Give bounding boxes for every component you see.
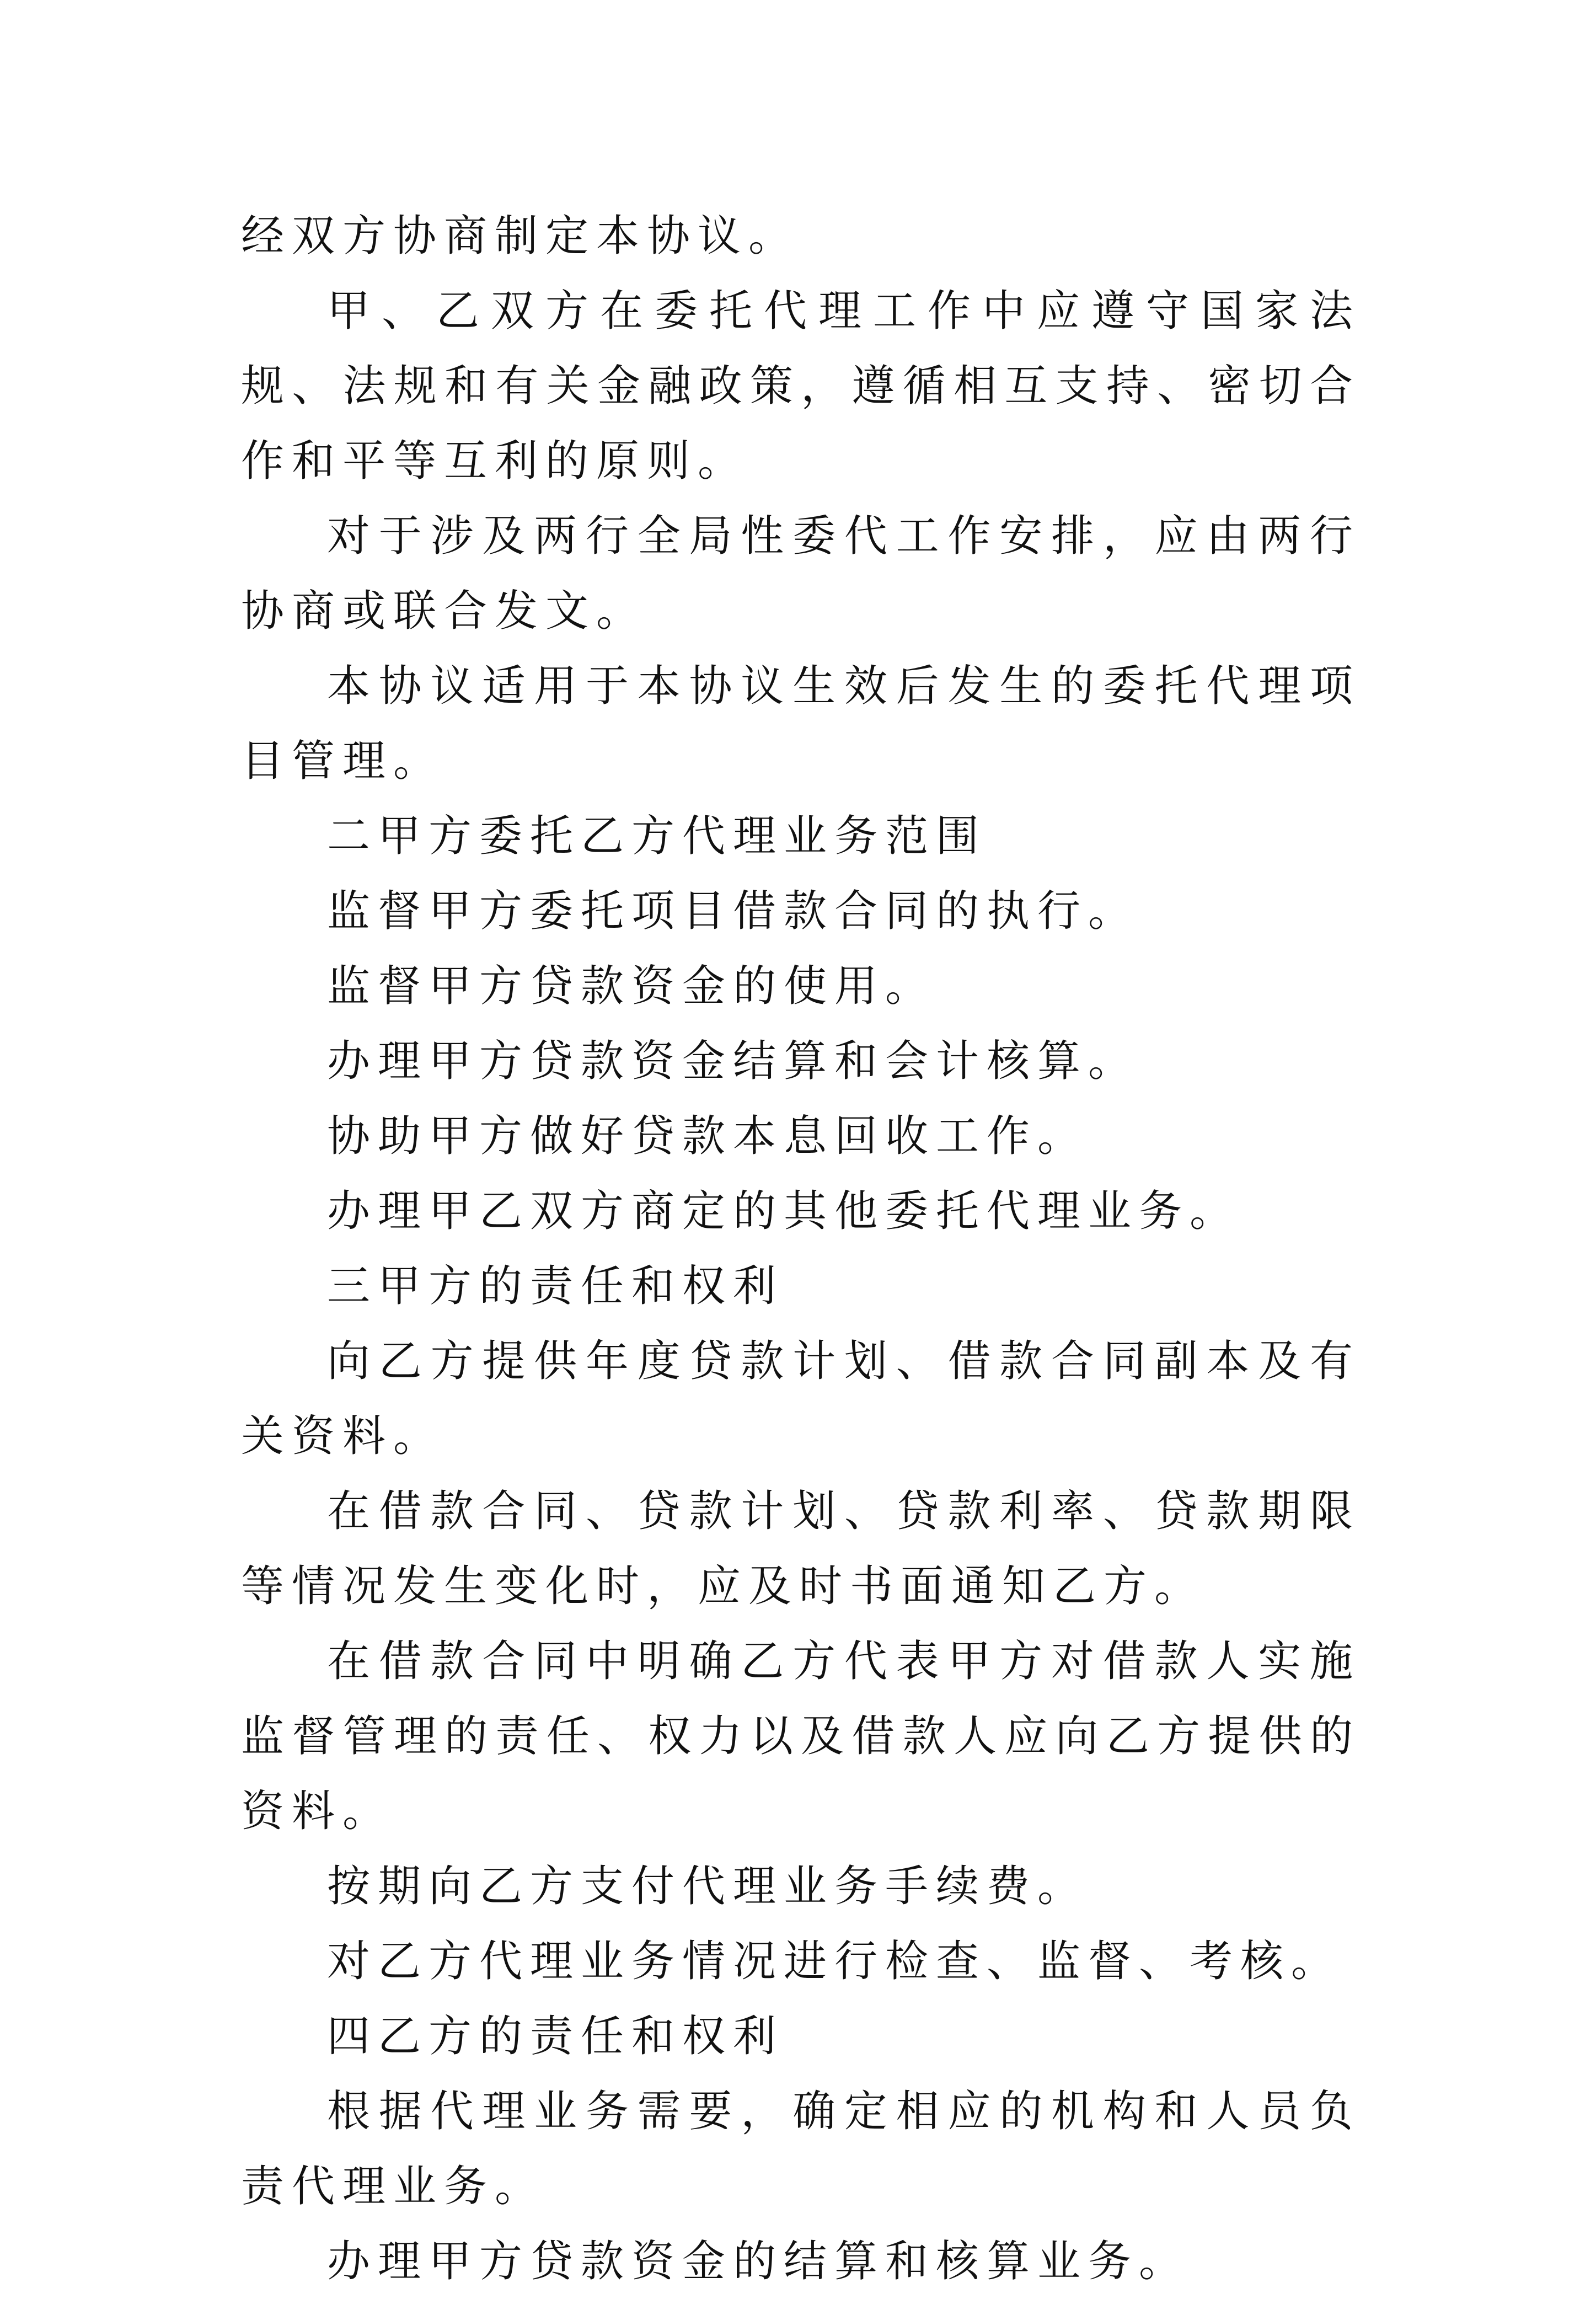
party-b-item-staffing: 根据代理业务需要，确定相应的机构和人员负责代理业务。 bbox=[241, 2087, 1361, 2211]
scope-item-settlement-accounting: 办理甲方贷款资金结算和会计核算。 bbox=[327, 1036, 1139, 1086]
scope-item-contract-supervision: 监督甲方委托项目借款合同的执行。 bbox=[327, 886, 1139, 936]
party-a-item-provide-plans: 向乙方提供年度贷款计划、借款合同副本及有关资料。 bbox=[241, 1336, 1361, 1461]
section-heading-party-b: 四乙方的责任和权利 bbox=[327, 2012, 784, 2061]
scope-item-other-business: 办理甲乙双方商定的其他委托代理业务。 bbox=[327, 1186, 1241, 1236]
party-a-item-define-responsibility: 在借款合同中明确乙方代表甲方对借款人实施监督管理的责任、权力以及借款人应向乙方提供的资料。 bbox=[241, 1637, 1361, 1836]
section-heading-scope: 二甲方委托乙方代理业务范围 bbox=[327, 811, 987, 861]
scope-item-loan-recovery: 协助甲方做好贷款本息回收工作。 bbox=[327, 1111, 1089, 1161]
scope-item-fund-supervision: 监督甲方贷款资金的使用。 bbox=[327, 961, 936, 1011]
paragraph-principles: 甲、乙双方在委托代理工作中应遵守国家法规、法规和有关金融政策，遵循相互支持、密切合作和平等互利的原则。 bbox=[241, 286, 1361, 486]
document-body bbox=[241, 199, 1361, 2299]
paragraph-joint-documents: 对于涉及两行全局性委代工作安排，应由两行协商或联合发文。 bbox=[241, 511, 1361, 636]
party-a-item-inspection: 对乙方代理业务情况进行检查、监督、考核。 bbox=[327, 1937, 1342, 1986]
section-heading-party-a: 三甲方的责任和权利 bbox=[327, 1261, 784, 1311]
paragraph-intro-end: 经双方协商制定本协议。 bbox=[241, 211, 800, 261]
party-b-item-settlement: 办理甲方贷款资金的结算和核算业务。 bbox=[327, 2237, 1190, 2286]
paragraph-applicability: 本协议适用于本协议生效后发生的委托代理项目管理。 bbox=[241, 661, 1361, 786]
party-a-item-pay-fees: 按期向乙方支付代理业务手续费。 bbox=[327, 1862, 1089, 1911]
party-a-item-notify-changes: 在借款合同、贷款计划、贷款利率、贷款期限等情况发生变化时，应及时书面通知乙方。 bbox=[241, 1487, 1361, 1611]
